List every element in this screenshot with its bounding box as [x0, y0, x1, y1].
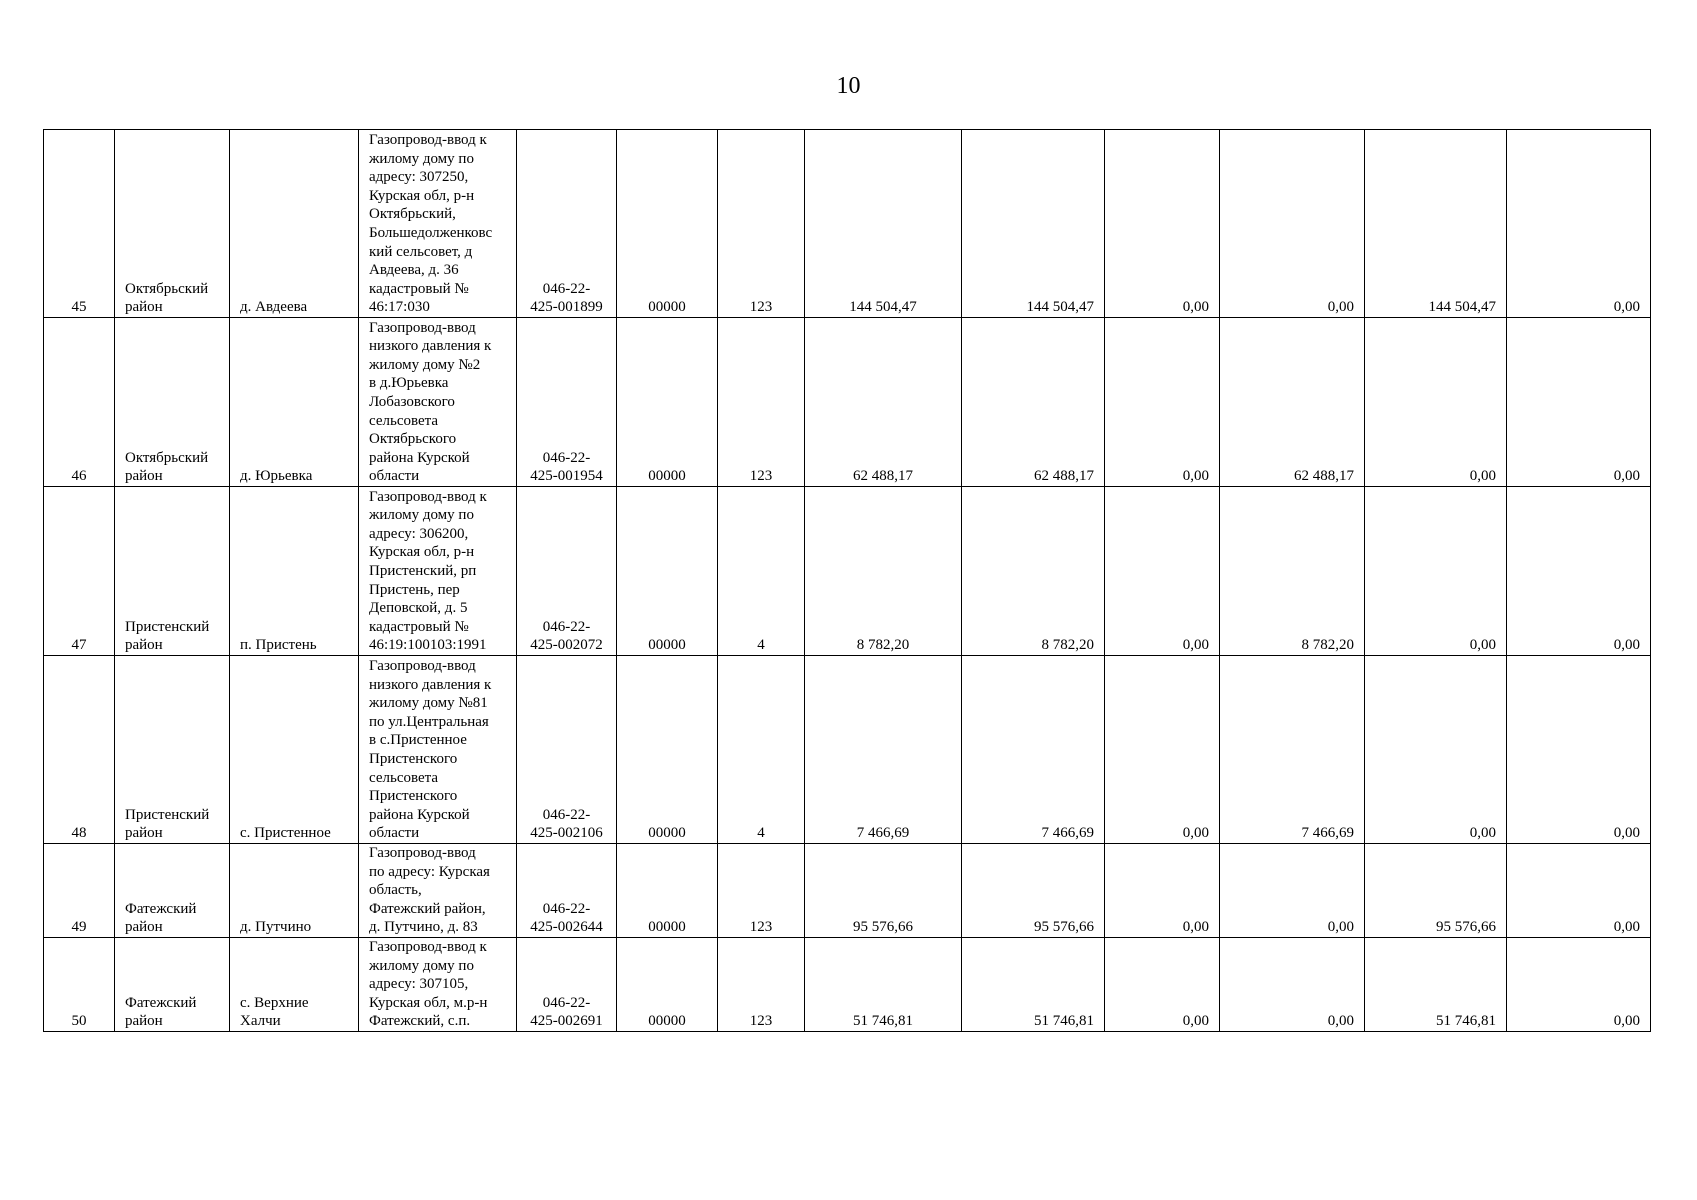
settlement-cell: д. Авдеева: [230, 130, 359, 318]
subcode-cell: 123: [718, 130, 805, 318]
cadastral-cell: 046-22- 425-002072: [517, 487, 617, 656]
district-cell: Октябрьский район: [115, 318, 230, 487]
description-cell: Газопровод-ввод низкого давления к жилому дому №81 по ул.Центральная в с.Пристенное Пристенского сельсовета Пристенского района Курской области: [359, 656, 517, 844]
value-cell-1: 51 746,81: [805, 938, 962, 1032]
table-row: [44, 938, 1651, 1032]
settlement-cell: д. Путчино: [230, 844, 359, 938]
district-cell: Фатежский район: [115, 938, 230, 1032]
value-cell-5: 144 504,47: [1365, 130, 1507, 318]
value-cell-2: 95 576,66: [962, 844, 1105, 938]
value-cell-5: 0,00: [1365, 656, 1507, 844]
code-cell: 00000: [617, 938, 718, 1032]
value-cell-1: 8 782,20: [805, 487, 962, 656]
row-number: 50: [44, 938, 115, 1032]
description-cell: Газопровод-ввод к жилому дому по адресу: 307250, Курская обл, р-н Октябрьский, Большедолженковс кий сельсовет, д Авдеева, д. 36 кадастровый № 46:17:030: [359, 130, 517, 318]
district-cell: Пристенский район: [115, 487, 230, 656]
value-cell-3: 0,00: [1105, 318, 1220, 487]
value-cell-3: 0,00: [1105, 130, 1220, 318]
settlement-cell: с. Пристенное: [230, 656, 359, 844]
value-cell-6: 0,00: [1507, 318, 1651, 487]
table-row: [44, 130, 1651, 318]
code-cell: 00000: [617, 130, 718, 318]
value-cell-4: 0,00: [1220, 130, 1365, 318]
row-number: 49: [44, 844, 115, 938]
district-cell: Фатежский район: [115, 844, 230, 938]
code-cell: 00000: [617, 487, 718, 656]
registry-table: [43, 129, 1651, 1032]
value-cell-3: 0,00: [1105, 844, 1220, 938]
value-cell-1: 95 576,66: [805, 844, 962, 938]
value-cell-2: 8 782,20: [962, 487, 1105, 656]
value-cell-4: 62 488,17: [1220, 318, 1365, 487]
value-cell-2: 144 504,47: [962, 130, 1105, 318]
settlement-cell: с. Верхние Халчи: [230, 938, 359, 1032]
subcode-cell: 123: [718, 318, 805, 487]
value-cell-5: 0,00: [1365, 318, 1507, 487]
value-cell-4: 8 782,20: [1220, 487, 1365, 656]
row-number: 48: [44, 656, 115, 844]
subcode-cell: 123: [718, 938, 805, 1032]
district-cell: Октябрьский район: [115, 130, 230, 318]
description-cell: Газопровод-ввод по адресу: Курская область, Фатежский район, д. Путчино, д. 83: [359, 844, 517, 938]
table-row: [44, 318, 1651, 487]
cadastral-cell: 046-22- 425-002691: [517, 938, 617, 1032]
value-cell-6: 0,00: [1507, 938, 1651, 1032]
value-cell-3: 0,00: [1105, 938, 1220, 1032]
value-cell-6: 0,00: [1507, 487, 1651, 656]
code-cell: 00000: [617, 844, 718, 938]
value-cell-5: 95 576,66: [1365, 844, 1507, 938]
description-cell: Газопровод-ввод низкого давления к жилому дому №2 в д.Юрьевка Лобазовского сельсовета Октябрьского района Курской области: [359, 318, 517, 487]
table-row: [44, 656, 1651, 844]
subcode-cell: 4: [718, 656, 805, 844]
value-cell-2: 62 488,17: [962, 318, 1105, 487]
value-cell-5: 0,00: [1365, 487, 1507, 656]
row-number: 45: [44, 130, 115, 318]
settlement-cell: д. Юрьевка: [230, 318, 359, 487]
code-cell: 00000: [617, 656, 718, 844]
value-cell-6: 0,00: [1507, 844, 1651, 938]
description-cell: Газопровод-ввод к жилому дому по адресу: 306200, Курская обл, р-н Пристенский, рп Пристень, пер Деповской, д. 5 кадастровый № 46:19:100103:1991: [359, 487, 517, 656]
row-number: 47: [44, 487, 115, 656]
value-cell-6: 0,00: [1507, 130, 1651, 318]
value-cell-1: 62 488,17: [805, 318, 962, 487]
value-cell-4: 0,00: [1220, 844, 1365, 938]
row-number: 46: [44, 318, 115, 487]
value-cell-1: 7 466,69: [805, 656, 962, 844]
cadastral-cell: 046-22- 425-002644: [517, 844, 617, 938]
subcode-cell: 123: [718, 844, 805, 938]
cadastral-cell: 046-22- 425-001899: [517, 130, 617, 318]
value-cell-2: 7 466,69: [962, 656, 1105, 844]
subcode-cell: 4: [718, 487, 805, 656]
value-cell-4: 0,00: [1220, 938, 1365, 1032]
table-row: [44, 487, 1651, 656]
description-cell: Газопровод-ввод к жилому дому по адресу: 307105, Курская обл, м.р-н Фатежский, с.п.: [359, 938, 517, 1032]
page-number: 10: [836, 73, 861, 99]
value-cell-5: 51 746,81: [1365, 938, 1507, 1032]
value-cell-4: 7 466,69: [1220, 656, 1365, 844]
value-cell-3: 0,00: [1105, 656, 1220, 844]
table-row: [44, 844, 1651, 938]
value-cell-2: 51 746,81: [962, 938, 1105, 1032]
value-cell-3: 0,00: [1105, 487, 1220, 656]
cadastral-cell: 046-22- 425-001954: [517, 318, 617, 487]
value-cell-6: 0,00: [1507, 656, 1651, 844]
code-cell: 00000: [617, 318, 718, 487]
cadastral-cell: 046-22- 425-002106: [517, 656, 617, 844]
settlement-cell: п. Пристень: [230, 487, 359, 656]
value-cell-1: 144 504,47: [805, 130, 962, 318]
district-cell: Пристенский район: [115, 656, 230, 844]
